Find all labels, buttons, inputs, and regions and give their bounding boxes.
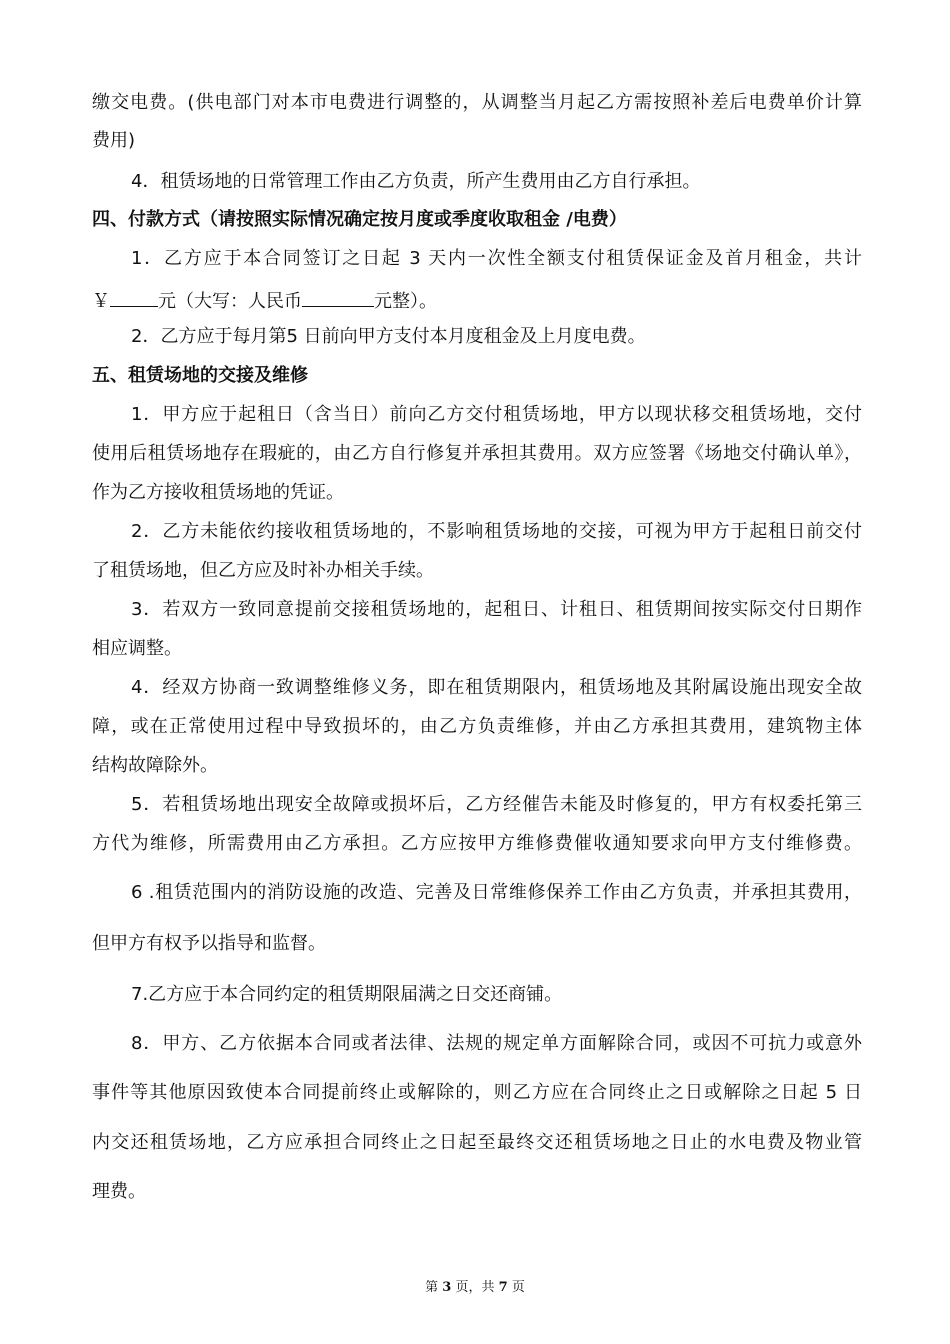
- section-heading-4: 四、付款方式（请按照实际情况确定按月度或季度收取租金 /电费）: [92, 209, 627, 230]
- text-line: 1．乙方应于本合同签订之日起 3 天内一次性全额支付租赁保证金及首月租金，共计: [131, 248, 862, 269]
- text-line: 了租赁场地，但乙方应及时补办相关手续。: [92, 560, 434, 581]
- text-line: 事件等其他原因致使本合同提前终止或解除的，则乙方应在合同终止之日或解除之日起 5 日: [92, 1082, 862, 1103]
- text-line: 2．乙方应于每月第5 日前向甲方支付本月度租金及上月度电费。: [131, 326, 646, 347]
- text-line: 内交还租赁场地，乙方应承担合同终止之日起至最终交还租赁场地之日止的水电费及物业管: [92, 1132, 862, 1153]
- text-line: 5．若租赁场地出现安全故障或损坏后，乙方经催告未能及时修复的，甲方有权委托第三: [131, 794, 862, 815]
- amount-suffix: 元整）。: [374, 291, 437, 312]
- text-line: 8．甲方、乙方依据本合同或者法律、法规的规定单方面解除合同，或因不可抗力或意外: [131, 1033, 862, 1054]
- text-line: 6 .租赁范围内的消防设施的改造、完善及日常维修保养工作由乙方负责，并承担其费用，: [131, 882, 862, 903]
- footer-middle: 页，共: [455, 1280, 495, 1295]
- text-line: 方代为维修，所需费用由乙方承担。乙方应按甲方维修费催收通知要求向甲方支付维修费。: [92, 833, 862, 854]
- currency-symbol: ￥: [92, 291, 110, 312]
- text-line: 相应调整。: [92, 638, 182, 659]
- page-footer: [0, 1279, 950, 1297]
- total-page-number: 7: [498, 1280, 508, 1295]
- amount-blank[interactable]: [110, 286, 158, 307]
- text-line: 2．乙方未能依约接收租赁场地的，不影响租赁场地的交接，可视为甲方于起租日前交付: [131, 521, 862, 542]
- text-line: 但甲方有权予以指导和监督。: [92, 933, 326, 954]
- text-line: 作为乙方接收租赁场地的凭证。: [92, 482, 344, 503]
- text-line: 4．经双方协商一致调整维修义务，即在租赁期限内，租赁场地及其附属设施出现安全故: [131, 677, 862, 698]
- text-line: 结构故障除外。: [92, 755, 218, 776]
- text-line: 4．租赁场地的日常管理工作由乙方负责，所产生费用由乙方自行承担。: [131, 171, 701, 192]
- text-line: 理费。: [92, 1181, 146, 1202]
- current-page-number: 3: [442, 1280, 452, 1295]
- amount-line: [92, 286, 862, 314]
- footer-suffix: 页: [511, 1280, 525, 1295]
- section-heading-5: 五、租赁场地的交接及维修: [92, 365, 308, 386]
- text-line: 使用后租赁场地存在瑕疵的，由乙方自行修复并承担其费用。双方应签署《场地交付确认单》，: [92, 443, 862, 464]
- text-line: 障，或在正常使用过程中导致损坏的，由乙方负责维修，并由乙方承担其费用，建筑物主体: [92, 716, 862, 737]
- amount-label: 元（大写：人民币: [158, 291, 302, 312]
- text-line: 7.乙方应于本合同约定的租赁期限届满之日交还商铺。: [131, 984, 563, 1005]
- text-line: 缴交电费。(供电部门对本市电费进行调整的，从调整当月起乙方需按照补差后电费单价计算: [92, 92, 862, 113]
- text-line: 3．若双方一致同意提前交接租赁场地的，起租日、计租日、租赁期间按实际交付日期作: [131, 599, 862, 620]
- amount-words-blank[interactable]: [302, 286, 374, 307]
- text-line: 1．甲方应于起租日（含当日）前向乙方交付租赁场地，甲方以现状移交租赁场地，交付: [131, 404, 862, 425]
- text-line: 费用): [92, 130, 136, 151]
- footer-prefix: 第: [425, 1280, 439, 1295]
